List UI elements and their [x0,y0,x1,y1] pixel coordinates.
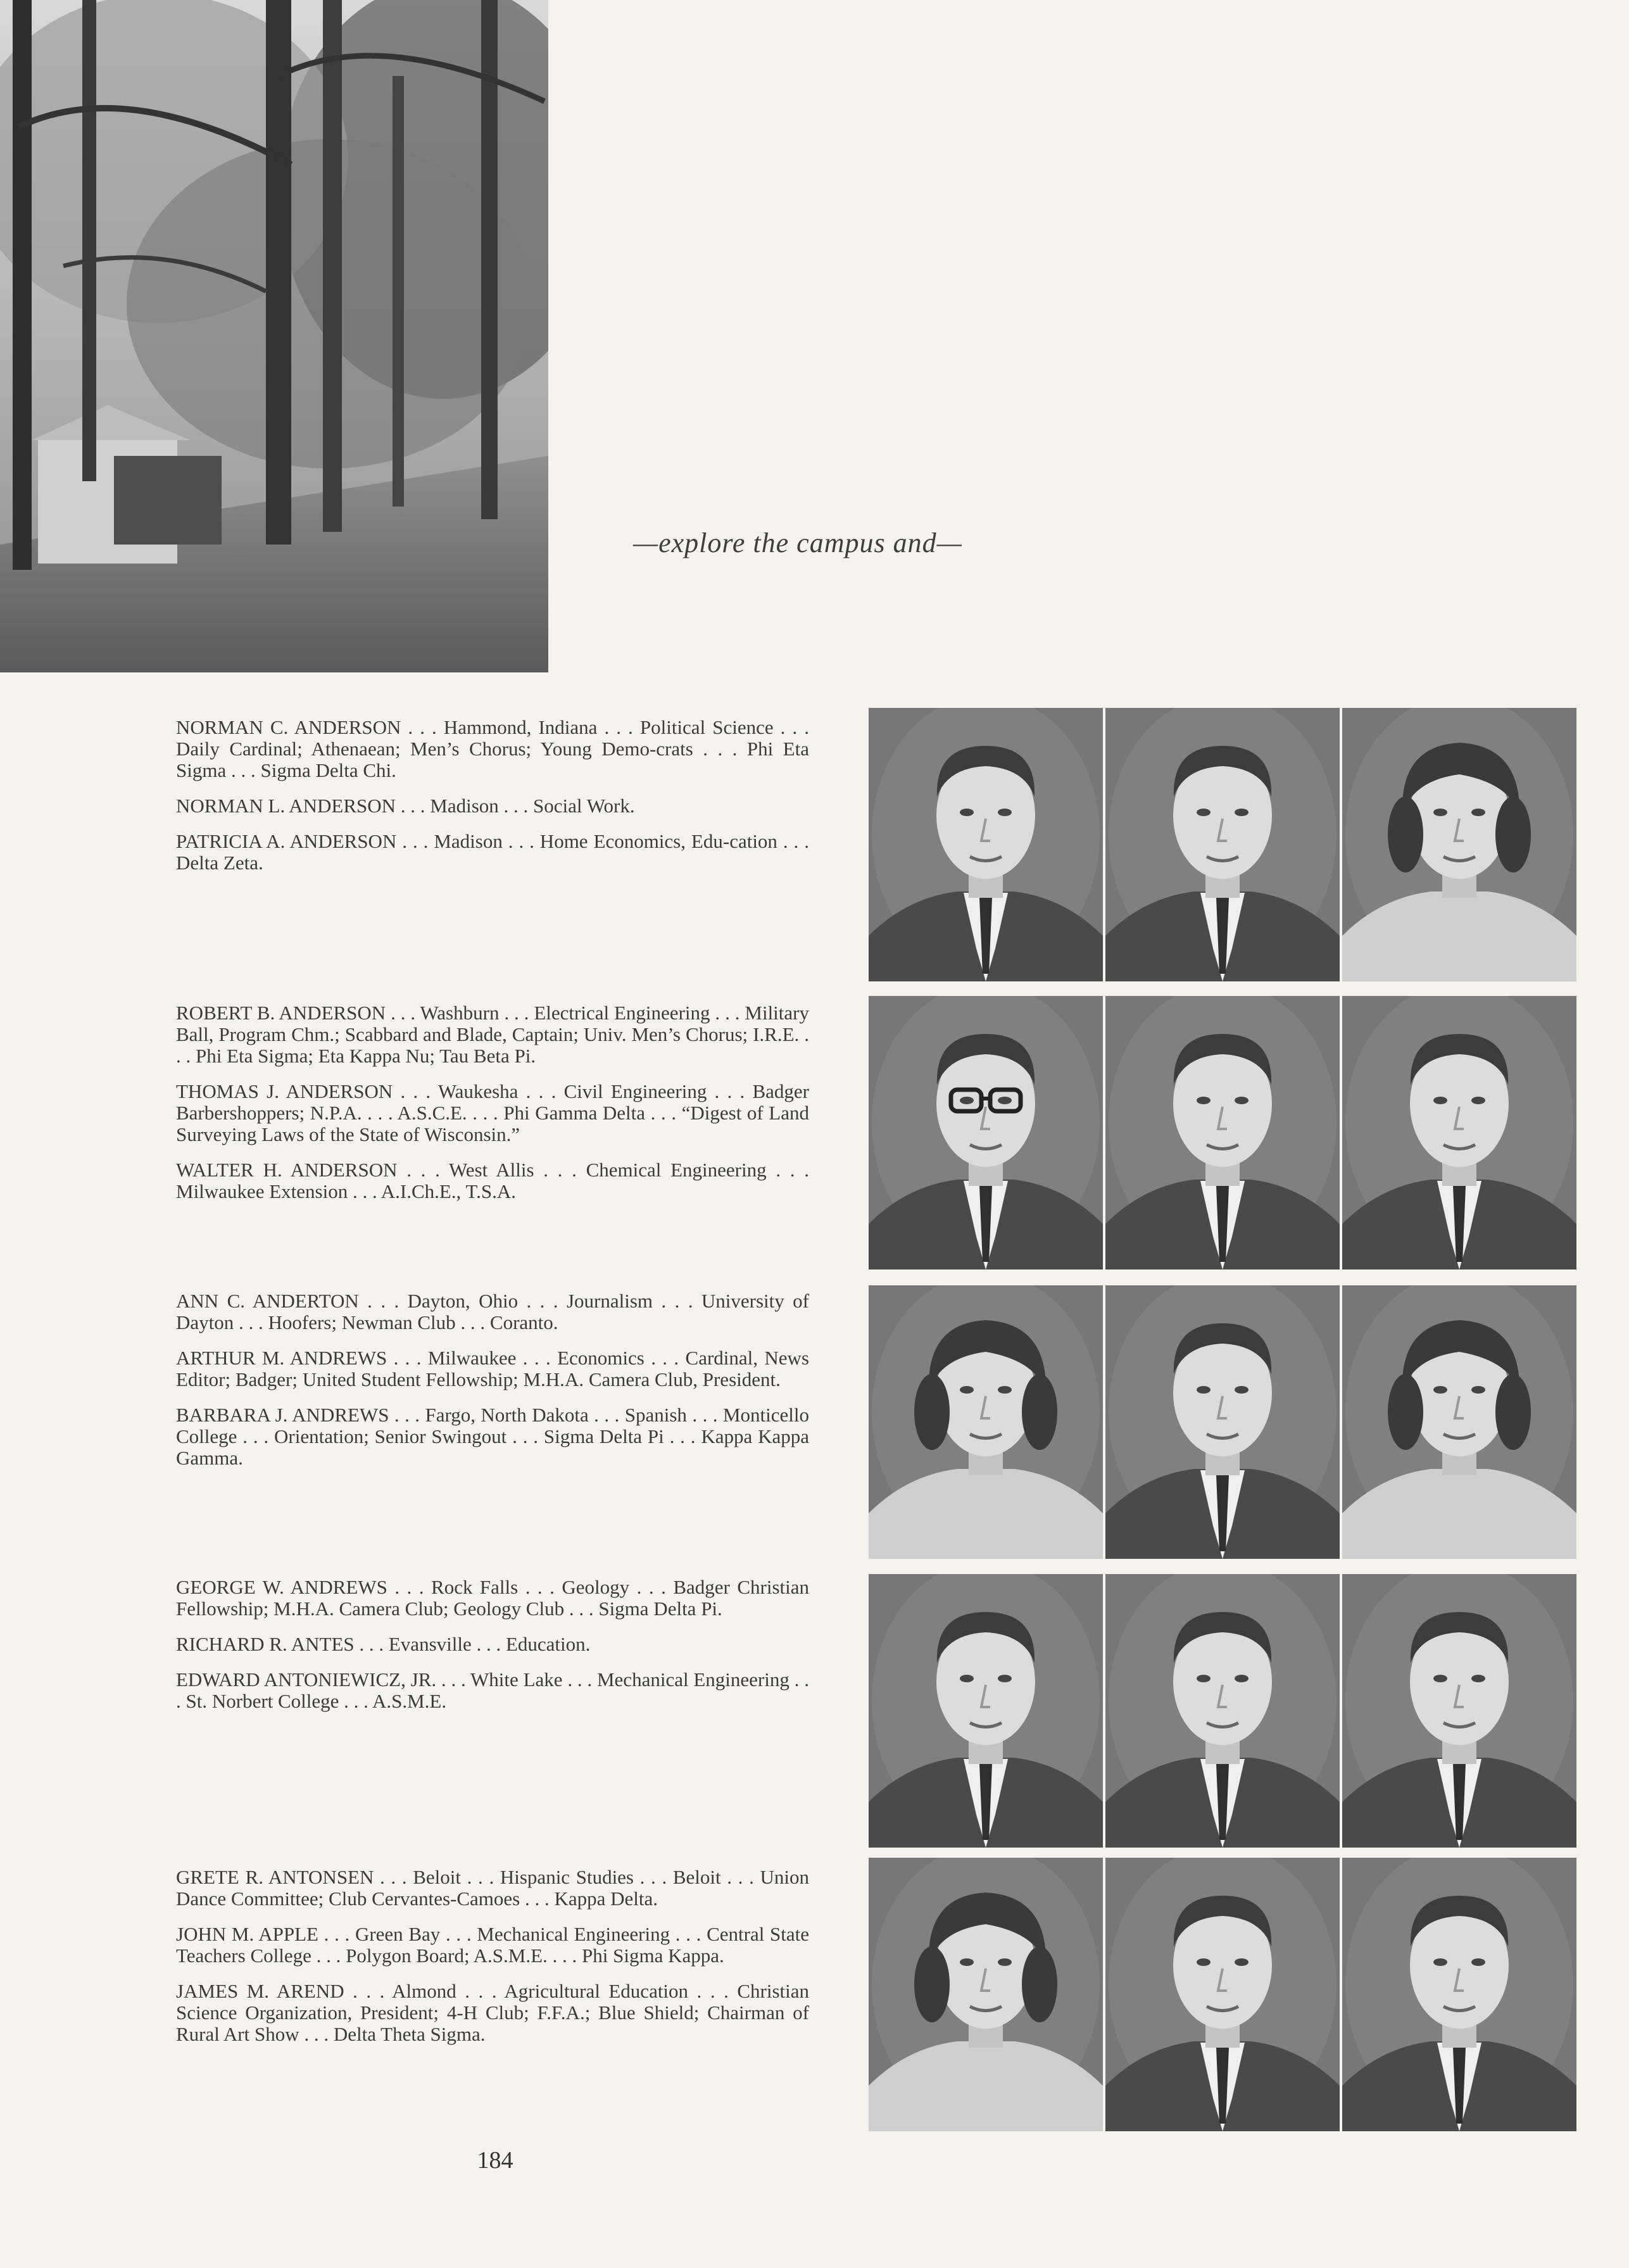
student-portrait [1342,996,1576,1269]
student-entry: ARTHUR M. ANDREWS . . . Milwaukee . . . Economics . . . Cardinal, News Editor; Badger; United Student Fellowship; M.H.A. Camera Club, President. [176,1347,809,1390]
student-entry: GRETE R. ANTONSEN . . . Beloit . . . Hispanic Studies . . . Beloit . . . Union Dance Committee; Club Cervantes-Camoes . . . Kappa Delta. [176,1866,809,1910]
entry-group-5 [176,1867,809,2059]
student-portrait [869,996,1103,1269]
student-entry: THOMAS J. ANDERSON . . . Waukesha . . . Civil Engineering . . . Badger Barbershoppers; N.P.A. . . . A.S.C.E. . . . Phi Gamma Delta . . . “Digest of Land Surveying Laws of the State of Wisconsin.” [176,1080,809,1145]
student-entry: BARBARA J. ANDREWS . . . Fargo, North Dakota . . . Spanish . . . Monticello College . . . Orientation; Senior Swingout . . . Sigma Delta Pi . . . Kappa Kappa Gamma. [176,1404,809,1469]
student-portrait [869,708,1103,981]
student-portrait [869,1858,1103,2131]
portrait-row [869,708,1576,981]
student-portrait [1105,1858,1340,2131]
portrait-row [869,1858,1576,2131]
entry-group-4 [176,1577,809,1726]
tagline: —explore the campus and— [633,527,962,558]
student-portrait [1105,996,1340,1269]
portrait-grid [869,708,1576,2131]
student-portrait [1105,1285,1340,1559]
student-portrait [1105,1574,1340,1848]
campus-cabin-photo [0,0,548,672]
entry-group-1 [176,717,809,888]
student-portrait [1342,1574,1576,1848]
student-entry: ANN C. ANDERTON . . . Dayton, Ohio . . . Journalism . . . University of Dayton . . . Hoofers; Newman Club . . . Coranto. [176,1290,809,1333]
student-entry: JAMES M. AREND . . . Almond . . . Agricultural Education . . . Christian Science Organization, President; 4-H Club; F.F.A.; Blue Shield; Chairman of Rural Art Show . . . Delta Theta Sigma. [176,1980,809,2045]
student-portrait [869,1574,1103,1848]
student-portrait [1342,1858,1576,2131]
student-entry: PATRICIA A. ANDERSON . . . Madison . . . Home Economics, Edu-cation . . . Delta Zeta. [176,830,809,874]
entry-group-3 [176,1290,809,1483]
entry-group-2 [176,1002,809,1216]
student-entry: ROBERT B. ANDERSON . . . Washburn . . . Electrical Engineering . . . Military Ball, Program Chm.; Scabbard and Blade, Captain; Univ. Men’s Chorus; I.R.E. . . . Phi Eta Sigma; Eta Kappa Nu; Tau Beta Pi. [176,1002,809,1067]
page-number: 184 [477,2147,513,2174]
portrait-row [869,1285,1576,1559]
student-entry: WALTER H. ANDERSON . . . West Allis . . . Chemical Engineering . . . Milwaukee Extension . . . A.I.Ch.E., T.S.A. [176,1159,809,1202]
portrait-row [869,996,1576,1269]
student-entry: EDWARD ANTONIEWICZ, JR. . . . White Lake . . . Mechanical Engineering . . . St. Norbert College . . . A.S.M.E. [176,1668,809,1712]
portrait-row [869,1574,1576,1848]
student-portrait [869,1285,1103,1559]
student-portrait [1105,708,1340,981]
student-entry: NORMAN C. ANDERSON . . . Hammond, Indiana . . . Political Science . . . Daily Cardinal; Athenaean; Men’s Chorus; Young Demo-crats . . . Phi Eta Sigma . . . Sigma Delta Chi. [176,716,809,781]
student-entry: JOHN M. APPLE . . . Green Bay . . . Mechanical Engineering . . . Central State Teachers College . . . Polygon Board; A.S.M.E. . . . Phi Sigma Kappa. [176,1923,809,1967]
student-portrait [1342,1285,1576,1559]
student-portrait [1342,708,1576,981]
student-entry: RICHARD R. ANTES . . . Evansville . . . Education. [176,1633,591,1655]
student-entry: GEORGE W. ANDREWS . . . Rock Falls . . . Geology . . . Badger Christian Fellowship; M.H.A. Camera Club; Geology Club . . . Sigma Delta Pi. [176,1576,809,1620]
student-entry: NORMAN L. ANDERSON . . . Madison . . . Social Work. [176,795,635,817]
